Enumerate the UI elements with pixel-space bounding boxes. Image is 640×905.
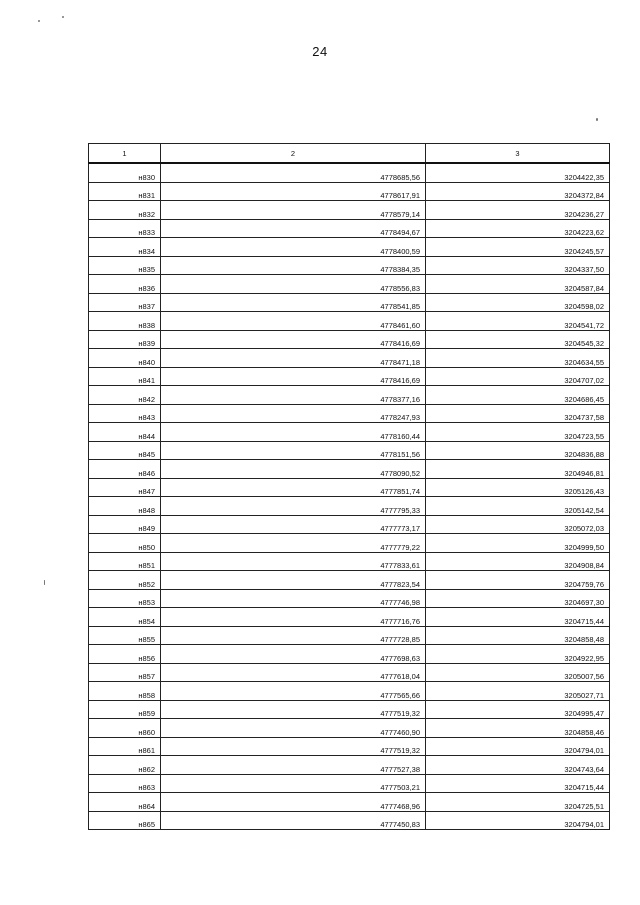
y-coordinate-cell: 3204422,35	[426, 163, 610, 182]
x-coordinate-cell: 4777618,04	[161, 663, 426, 682]
table-row	[89, 497, 610, 516]
table-row	[89, 737, 610, 756]
point-id-cell: н860	[89, 719, 161, 738]
x-coordinate-cell: 4778617,91	[161, 182, 426, 201]
y-coordinate-cell: 3204737,58	[426, 404, 610, 423]
table-row	[89, 811, 610, 830]
x-coordinate-cell: 4777773,17	[161, 515, 426, 534]
x-coordinate-cell: 4778400,59	[161, 238, 426, 257]
table-row	[89, 663, 610, 682]
table-row	[89, 534, 610, 553]
x-coordinate-cell: 4778090,52	[161, 460, 426, 479]
y-coordinate-cell: 3204908,84	[426, 552, 610, 571]
table-row	[89, 404, 610, 423]
column-header-1: 1	[89, 144, 161, 164]
y-coordinate-cell: 3204236,27	[426, 201, 610, 220]
point-id-cell: н853	[89, 589, 161, 608]
table-row	[89, 312, 610, 331]
x-coordinate-cell: 4777851,74	[161, 478, 426, 497]
scan-speck	[62, 16, 64, 18]
table-row	[89, 626, 610, 645]
x-coordinate-cell: 4777519,32	[161, 737, 426, 756]
point-id-cell: н855	[89, 626, 161, 645]
y-coordinate-cell: 3204587,84	[426, 275, 610, 294]
y-coordinate-cell: 3204794,01	[426, 737, 610, 756]
table-row	[89, 238, 610, 257]
table-row	[89, 589, 610, 608]
point-id-cell: н839	[89, 330, 161, 349]
table-row	[89, 774, 610, 793]
y-coordinate-cell: 3204725,51	[426, 793, 610, 812]
y-coordinate-cell: 3204836,88	[426, 441, 610, 460]
table-row	[89, 219, 610, 238]
table-row	[89, 608, 610, 627]
table-row	[89, 367, 610, 386]
table-row	[89, 682, 610, 701]
x-coordinate-cell: 4777527,38	[161, 756, 426, 775]
y-coordinate-cell: 3204715,44	[426, 608, 610, 627]
point-id-cell: н843	[89, 404, 161, 423]
point-id-cell: н834	[89, 238, 161, 257]
table-row	[89, 719, 610, 738]
y-coordinate-cell: 3204858,46	[426, 719, 610, 738]
y-coordinate-cell: 3204723,55	[426, 423, 610, 442]
y-coordinate-cell: 3205142,54	[426, 497, 610, 516]
table-header-row	[89, 144, 610, 164]
point-id-cell: н846	[89, 460, 161, 479]
y-coordinate-cell: 3204946,81	[426, 460, 610, 479]
point-id-cell: н863	[89, 774, 161, 793]
x-coordinate-cell: 4778556,83	[161, 275, 426, 294]
y-coordinate-cell: 3204759,76	[426, 571, 610, 590]
point-id-cell: н830	[89, 163, 161, 182]
x-coordinate-cell: 4777450,83	[161, 811, 426, 830]
point-id-cell: н864	[89, 793, 161, 812]
y-coordinate-cell: 3204634,55	[426, 349, 610, 368]
x-coordinate-cell: 4777468,96	[161, 793, 426, 812]
y-coordinate-cell: 3204707,02	[426, 367, 610, 386]
table-body	[89, 163, 610, 830]
y-coordinate-cell: 3204223,62	[426, 219, 610, 238]
y-coordinate-cell: 3204743,64	[426, 756, 610, 775]
x-coordinate-cell: 4778494,67	[161, 219, 426, 238]
scan-speck	[38, 20, 40, 22]
y-coordinate-cell: 3204715,44	[426, 774, 610, 793]
y-coordinate-cell: 3204858,48	[426, 626, 610, 645]
y-coordinate-cell: 3205072,03	[426, 515, 610, 534]
point-id-cell: н842	[89, 386, 161, 405]
x-coordinate-cell: 4778416,69	[161, 367, 426, 386]
scan-speck	[596, 118, 598, 121]
point-id-cell: н852	[89, 571, 161, 590]
table-row	[89, 256, 610, 275]
table-row	[89, 552, 610, 571]
point-id-cell: н854	[89, 608, 161, 627]
x-coordinate-cell: 4778377,16	[161, 386, 426, 405]
table-row	[89, 460, 610, 479]
point-id-cell: н831	[89, 182, 161, 201]
x-coordinate-cell: 4777565,66	[161, 682, 426, 701]
point-id-cell: н837	[89, 293, 161, 312]
table-row	[89, 201, 610, 220]
table-row	[89, 163, 610, 182]
table-row	[89, 349, 610, 368]
x-coordinate-cell: 4777716,76	[161, 608, 426, 627]
point-id-cell: н840	[89, 349, 161, 368]
point-id-cell: н862	[89, 756, 161, 775]
x-coordinate-cell: 4778541,85	[161, 293, 426, 312]
x-coordinate-cell: 4778247,93	[161, 404, 426, 423]
point-id-cell: н849	[89, 515, 161, 534]
y-coordinate-cell: 3204598,02	[426, 293, 610, 312]
column-header-3: 3	[426, 144, 610, 164]
point-id-cell: н850	[89, 534, 161, 553]
point-id-cell: н836	[89, 275, 161, 294]
point-id-cell: н858	[89, 682, 161, 701]
point-id-cell: н841	[89, 367, 161, 386]
x-coordinate-cell: 4777460,90	[161, 719, 426, 738]
y-coordinate-cell: 3204337,50	[426, 256, 610, 275]
y-coordinate-cell: 3204697,30	[426, 589, 610, 608]
x-coordinate-cell: 4778384,35	[161, 256, 426, 275]
x-coordinate-cell: 4777823,54	[161, 571, 426, 590]
x-coordinate-cell: 4777779,22	[161, 534, 426, 553]
x-coordinate-cell: 4778579,14	[161, 201, 426, 220]
y-coordinate-cell: 3204541,72	[426, 312, 610, 331]
y-coordinate-cell: 3204794,01	[426, 811, 610, 830]
point-id-cell: н832	[89, 201, 161, 220]
y-coordinate-cell: 3205027,71	[426, 682, 610, 701]
point-id-cell: н856	[89, 645, 161, 664]
point-id-cell: н851	[89, 552, 161, 571]
x-coordinate-cell: 4777833,61	[161, 552, 426, 571]
table-row	[89, 645, 610, 664]
point-id-cell: н859	[89, 700, 161, 719]
table-row	[89, 386, 610, 405]
point-id-cell: н838	[89, 312, 161, 331]
table-row	[89, 423, 610, 442]
x-coordinate-cell: 4777503,21	[161, 774, 426, 793]
table-row	[89, 293, 610, 312]
y-coordinate-cell: 3204545,32	[426, 330, 610, 349]
x-coordinate-cell: 4778160,44	[161, 423, 426, 442]
point-id-cell: н861	[89, 737, 161, 756]
y-coordinate-cell: 3204922,95	[426, 645, 610, 664]
column-header-2: 2	[161, 144, 426, 164]
y-coordinate-cell: 3204995,47	[426, 700, 610, 719]
scan-speck	[44, 580, 45, 585]
x-coordinate-cell: 4777795,33	[161, 497, 426, 516]
y-coordinate-cell: 3204686,45	[426, 386, 610, 405]
y-coordinate-cell: 3204372,84	[426, 182, 610, 201]
table-row	[89, 441, 610, 460]
table-row	[89, 700, 610, 719]
x-coordinate-cell: 4778416,69	[161, 330, 426, 349]
point-id-cell: н857	[89, 663, 161, 682]
x-coordinate-cell: 4778685,56	[161, 163, 426, 182]
point-id-cell: н835	[89, 256, 161, 275]
x-coordinate-cell: 4778461,60	[161, 312, 426, 331]
point-id-cell: н865	[89, 811, 161, 830]
x-coordinate-cell: 4777519,32	[161, 700, 426, 719]
point-id-cell: н833	[89, 219, 161, 238]
y-coordinate-cell: 3205126,43	[426, 478, 610, 497]
table-row	[89, 478, 610, 497]
table-row	[89, 571, 610, 590]
table-row	[89, 756, 610, 775]
x-coordinate-cell: 4777698,63	[161, 645, 426, 664]
page-number: 24	[312, 44, 328, 59]
x-coordinate-cell: 4778151,56	[161, 441, 426, 460]
y-coordinate-cell: 3204999,50	[426, 534, 610, 553]
table-row	[89, 275, 610, 294]
x-coordinate-cell: 4777746,98	[161, 589, 426, 608]
y-coordinate-cell: 3204245,57	[426, 238, 610, 257]
x-coordinate-cell: 4778471,18	[161, 349, 426, 368]
x-coordinate-cell: 4777728,85	[161, 626, 426, 645]
point-id-cell: н847	[89, 478, 161, 497]
point-id-cell: н844	[89, 423, 161, 442]
point-id-cell: н845	[89, 441, 161, 460]
table-row	[89, 793, 610, 812]
point-id-cell: н848	[89, 497, 161, 516]
coordinates-table	[88, 143, 610, 830]
table-row	[89, 182, 610, 201]
table-row	[89, 515, 610, 534]
table-row	[89, 330, 610, 349]
y-coordinate-cell: 3205007,56	[426, 663, 610, 682]
